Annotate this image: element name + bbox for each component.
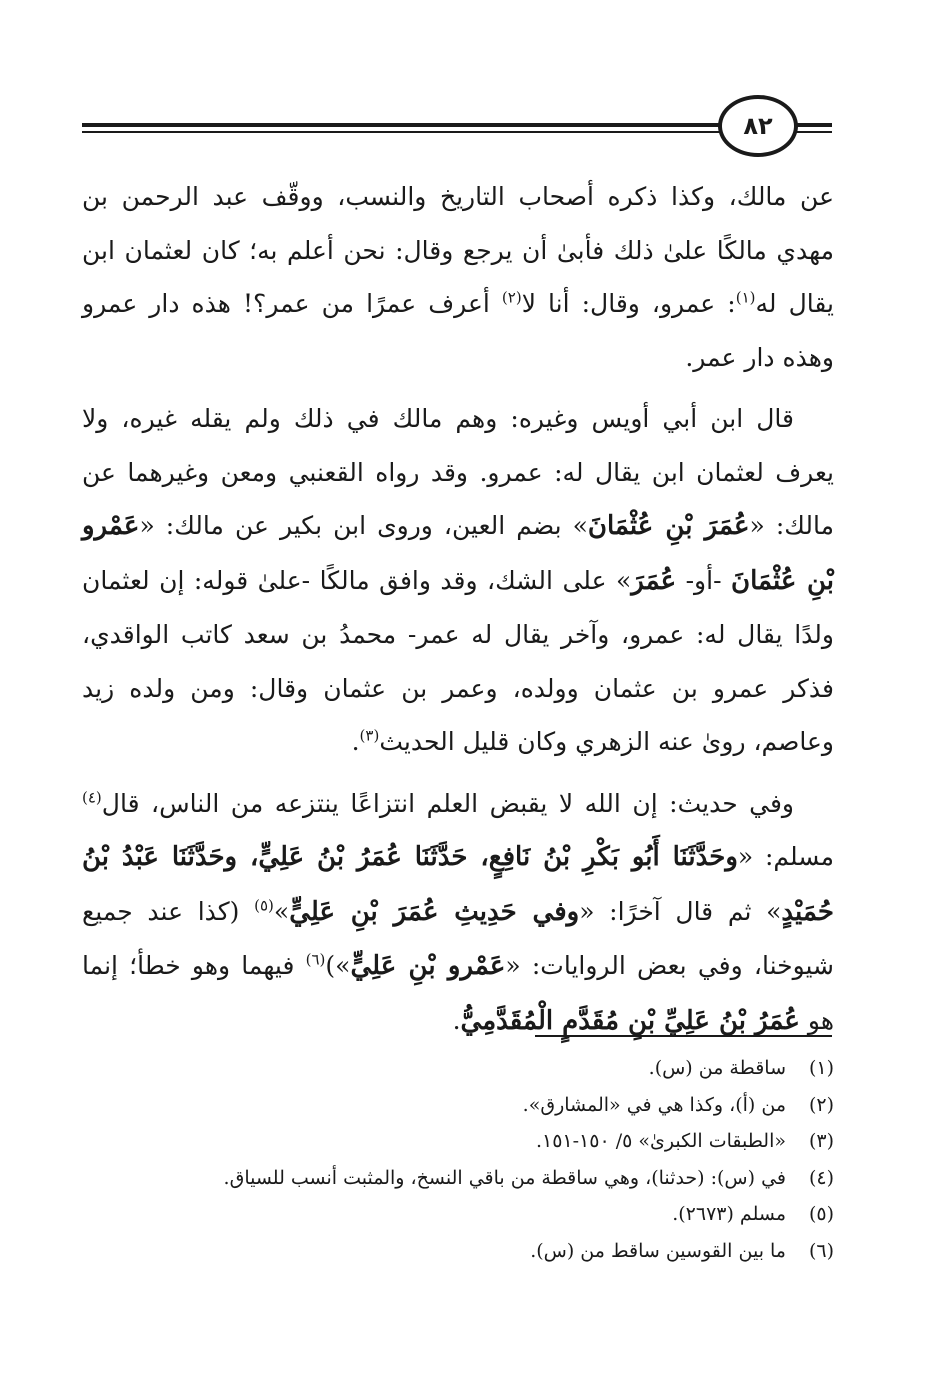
text-run: . [452,1005,461,1035]
hadith-chain: وفي حَدِيثِ عُمَرَ بْنِ عَلِيٍّ [289,896,580,927]
page-header [82,95,832,165]
header-rule-thick [82,123,722,127]
footnote-item [82,1160,834,1197]
footnote-text: مسلم (٢٦٧٣). [672,1203,786,1225]
text-run: فيهما وهو خطأ؛ إنما هو [82,951,834,1035]
page-number: ٨٢ [743,112,773,140]
footnotes-list [82,1050,834,1269]
footnote-ref-6[interactable]: (٦) [305,950,326,969]
text-run: » [273,896,290,926]
footnote-number: (٥) [808,1203,834,1225]
footnote-ref-2[interactable]: (٢) [501,288,522,307]
text-run: أعرف عمرًا من عمر؟! هذه دار عمرو وهذه دار عمر. [82,289,834,372]
footnote-text: في (س): (حدثنا)، وهي ساقطة من باقي النسخ، والمثبت أنسب للسياق. [223,1166,786,1189]
footnote-number: (٢) [808,1093,834,1116]
footnote-item [82,1123,834,1160]
text-run: : عمرو، وقال: أنا لا [521,289,736,318]
text-run: -أو- [676,565,731,595]
footnote-separator [535,1035,832,1037]
paragraph-2 [82,392,834,769]
footnote-text: من (أ)، وكذا هي في «المشارق». [522,1093,786,1116]
text-run: قال ابن أبي أويس وغيره: وهم مالك في ذلك ولم يقله غيره، ولا يعرف لعثمان ابن يقال له: عمرو. وقد رواه القعنبي ومعن وغيرهما عن مالك: « [82,404,834,540]
narrator-name: عَمْرو بْنِ عُثْمَانَ [82,511,834,596]
footnote-ref-4[interactable]: (٤) [82,788,102,807]
paragraph-1 [82,170,834,384]
footnote-text: ساقطة من (س). [648,1057,786,1079]
text-run: » ثم قال آخرًا: « [579,896,782,926]
footnote-number: (٦) [808,1239,834,1262]
narrator-name: عُمَرَ بْنِ عُثْمَانَ [587,511,750,541]
text-run: (كذا عند جميع شيوخنا، وفي بعض الروايات: « [82,896,835,980]
footnote-number: (١) [808,1057,834,1079]
paragraph-3 [82,777,834,1049]
footnote-number: (٤) [808,1166,834,1189]
text-run: ») [325,951,351,980]
footnote-item [82,1233,834,1270]
page-number-badge [718,95,798,157]
footnote-item [82,1087,834,1124]
footnote-text: «الطبقات الكبرىٰ» ٥/ ١٥٠-١٥١. [535,1130,786,1152]
text-run: مسلم: « [737,842,835,871]
narrator-name: عَمْرو بْنِ عَلِيٍّ [350,951,506,981]
text-run: عن مالك، وكذا ذكره أصحاب التاريخ والنسب، ووقّف عبد الرحمن بن مهدي مالكًا علىٰ ذلك فأبىٰ أن يرجع وقال: نحن أعلم به؛ كان لعثمان ابن يقال له [82,182,834,318]
footnote-ref-1[interactable]: (١) [735,288,756,307]
text-run: » على الشك، وقد وافق مالكًا -علىٰ قوله: إن لعثمان ولدًا يقال له: عمرو، وآخر يقال له عمر- محمدُ بن سعد كاتب الواقدي، فذكر عمرو بن عثمان وولده، وعمر بن عثمان وقال: ومن ولده زيد وعاصم، روىٰ عنه الزهري وكان قليل الحديث [82,565,834,756]
footnote-text: ما بين القوسين ساقط من (س). [530,1239,786,1262]
narrator-name: عُمَرُ بْنُ عَلِيِّ بْنِ مُقَدَّمٍ الْمُقَدَّمِيُّ [460,1005,800,1036]
main-text [82,170,834,1048]
header-rule-thin [82,131,722,133]
text-run: وفي حديث: إن الله لا يقبض العلم انتزاعًا ينتزعه من الناس، قال [101,788,794,818]
text-run: » بضم العين، وروى ابن بكير عن مالك: « [139,511,588,540]
narrator-name: عُمَرَ [631,565,677,596]
footnote-ref-3[interactable]: (٣) [359,726,380,745]
header-rule-right-thin [794,131,832,133]
footnote-item [82,1196,834,1233]
footnote-ref-5[interactable]: (٥) [254,896,274,915]
hadith-chain: وحَدَّثَنَا أَبُو بَكْرِ بْنُ نَافِعٍ، حَدَّثَنَا عُمَرُ بْنُ عَلِيٍّ، وحَدَّثَنَا عَبْدُ بْنُ حُمَيْدٍ [82,842,834,927]
text-run: . [351,727,360,756]
header-rule-right-thick [794,123,832,127]
footnote-item [82,1050,834,1087]
footnote-number: (٣) [808,1130,834,1152]
